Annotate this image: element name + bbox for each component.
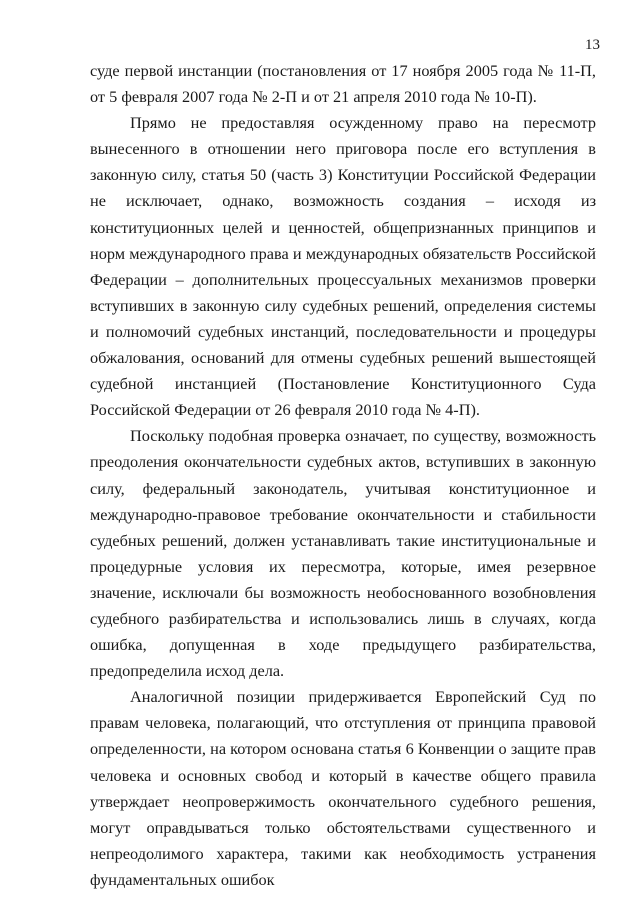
- document-body: [90, 58, 596, 893]
- page-number: 13: [585, 37, 600, 53]
- paragraph-continuation: суде первой инстанции (постановления от 17 ноября 2005 года № 11-П, от 5 февраля 2007 года № 2-П и от 21 апреля 2010 года № 10-П).: [90, 61, 596, 107]
- paragraph: Прямо не предоставляя осужденному право на пересмотр вынесенного в отношении него приговора после его вступления в законную силу, статья 50 (часть 3) Конституции Российской Федерации не исключает, однако, возможность создания – исходя из конституционных целей и ценностей, общепризнанных принципов и норм международного права и международных обязательств Российской Федерации – дополнительных процессуальных механизмов проверки вступивших в законную силу судебных решений, определения системы и полномочий судебных инстанций, последовательности и процедуры обжалования, оснований для отмены судебных решений вышестоящей судебной инстанцией (Постановление Конституционного Суда Российской Федерации от 26 февраля 2010 года № 4-П).: [90, 113, 596, 420]
- paragraph: Аналогичной позиции придерживается Европейский Суд по правам человека, полагающий, что отступления от принципа правовой определенности, на котором основана статья 6 Конвенции о защите прав человека и основных свобод и который в качестве общего правила утверждает неопровержимость окончательного судебного решения, могут оправдываться только обстоятельствами существенного и непреодолимого характера, такими как необходимость устранения фундаментальных ошибок: [90, 687, 596, 889]
- paragraph: Поскольку подобная проверка означает, по существу, возможность преодоления окончательности судебных актов, вступивших в законную силу, федеральный законодатель, учитывая конституционное и международно-правовое требование окончательности и стабильности судебных решений, должен устанавливать такие институциональные и процедурные условия их пересмотра, которые, имея резервное значение, исключали бы возможность необоснованного возобновления судебного разбирательства и использовались лишь в случаях, когда ошибка, допущенная в ходе предыдущего разбирательства, предопределила исход дела.: [90, 426, 596, 681]
